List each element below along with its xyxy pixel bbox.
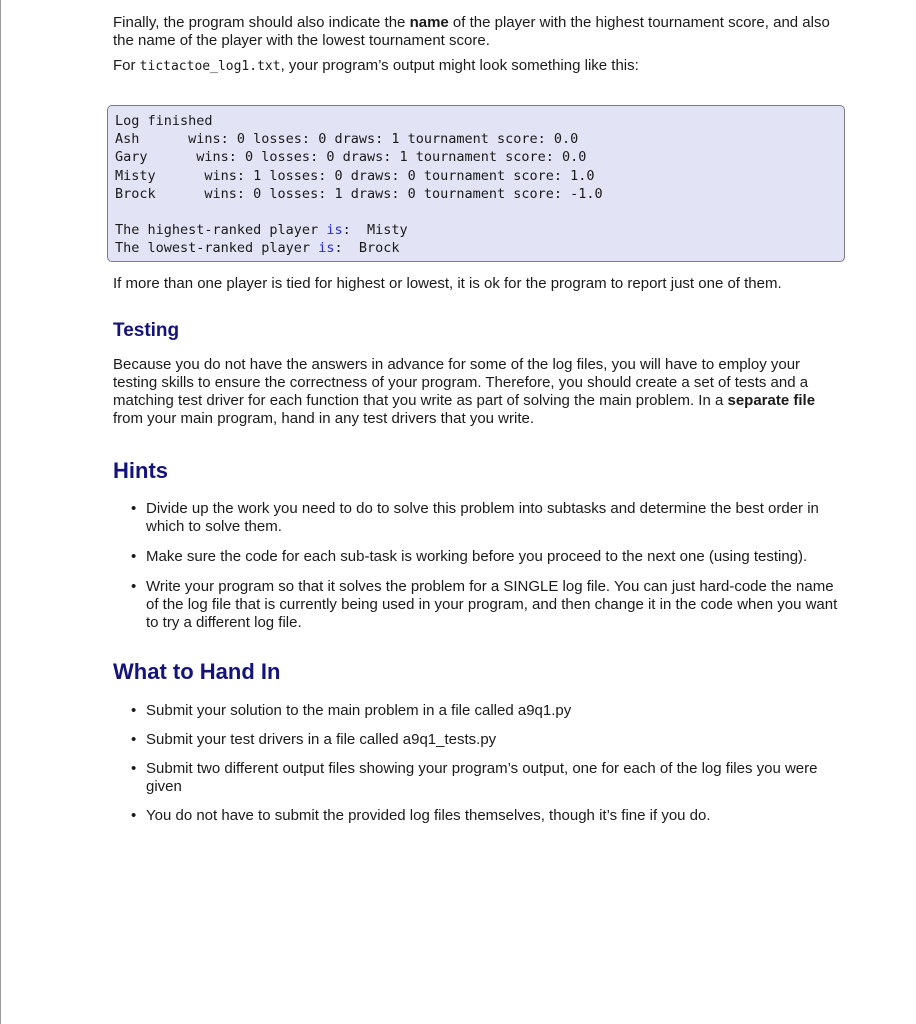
- bullet-icon: •: [131, 548, 137, 565]
- code-line: Misty wins: 1 losses: 0 draws: 0 tournament score: 1.0: [115, 167, 595, 184]
- example-text-continued: , your program’s output might look something like this:: [280, 57, 639, 74]
- log-filename: tictactoe_log1.txt: [139, 59, 281, 74]
- example-text: For: [113, 57, 140, 74]
- code-line: Brock wins: 0 losses: 1 draws: 0 tournament score: -1.0: [115, 185, 603, 202]
- testing-text-continued: from your main program, hand in any test drivers that you write.: [113, 410, 535, 427]
- tie-note: If more than one player is tied for highest or lowest, it is ok for the program to report just one of them.: [113, 275, 782, 292]
- list-item-text: Submit two different output files showing your program’s output, one for each of the log files you were given: [146, 760, 818, 795]
- hints-list: [131, 500, 841, 644]
- list-item-text: Submit your solution to the main problem in a file called a9q1.py: [146, 702, 572, 719]
- code-line: Ash wins: 0 losses: 0 draws: 1 tournament score: 0.0: [115, 131, 579, 148]
- testing-heading: Testing: [113, 320, 180, 341]
- list-item: [131, 578, 841, 632]
- hints-heading: Hints: [113, 458, 168, 483]
- bullet-icon: •: [131, 500, 137, 517]
- hand-in-heading: What to Hand In: [113, 659, 281, 684]
- code-blank-line: [115, 203, 844, 221]
- testing-text: Because you do not have the answers in advance for some of the log files, you will have to employ your testing skills to ensure the correctness of your program. Therefore, you should create a set of tests and a matching test driver for each function that you write as part of solving the main problem. In a: [113, 356, 809, 409]
- intro-paragraph: [113, 14, 841, 50]
- list-item: [131, 702, 841, 720]
- list-item: [131, 807, 841, 825]
- code-text: The lowest-ranked player: [115, 240, 319, 257]
- testing-paragraph: [113, 356, 841, 428]
- intro-text: Finally, the program should also indicate the: [113, 14, 410, 31]
- code-line: Gary wins: 0 losses: 0 draws: 1 tournament score: 0.0: [115, 149, 587, 166]
- list-item-text: Make sure the code for each sub-task is working before you proceed to the next one (using testing).: [146, 548, 808, 565]
- bullet-icon: •: [131, 807, 137, 824]
- tie-note-section: [113, 275, 841, 293]
- bullet-icon: •: [131, 731, 137, 748]
- page-left-border: [0, 0, 1, 1024]
- list-item-text: Write your program so that it solves the problem for a SINGLE log file. You can just hard-code the name of the log file that is currently being used in your program, and then change it in the code when you want to try a different log file.: [146, 578, 838, 631]
- code-text: The highest-ranked player: [115, 222, 327, 239]
- testing-bold: separate file: [727, 392, 816, 409]
- code-line-lowest: [115, 239, 844, 257]
- hand-in-list: [131, 702, 841, 836]
- intro-section: [113, 10, 841, 76]
- code-text: : Brock: [334, 240, 400, 257]
- code-output-block: [107, 105, 845, 262]
- code-keyword: is: [326, 222, 343, 239]
- code-line-highest: [115, 221, 844, 239]
- code-line: Log finished: [115, 113, 213, 129]
- testing-section: [113, 356, 841, 428]
- intro-text-continued: of the player with the highest tournament score, and also the name of the player with the lowest tournament score.: [113, 14, 830, 49]
- bullet-icon: •: [131, 760, 137, 777]
- list-item-text: You do not have to submit the provided log files themselves, though it’s fine if you do.: [146, 807, 711, 824]
- list-item: [131, 731, 841, 749]
- list-item-text: Divide up the work you need to do to solve this problem into subtasks and determine the best order in which to solve them.: [146, 500, 819, 535]
- list-item: [131, 760, 841, 796]
- intro-bold-name: name: [409, 14, 449, 31]
- example-paragraph: [113, 57, 841, 76]
- bullet-icon: •: [131, 702, 137, 719]
- bullet-icon: •: [131, 578, 137, 595]
- code-keyword: is: [318, 240, 335, 257]
- list-item-text: Submit your test drivers in a file called a9q1_tests.py: [146, 731, 497, 748]
- list-item: [131, 500, 841, 536]
- list-item: [131, 548, 841, 566]
- code-text: : Misty: [342, 222, 408, 239]
